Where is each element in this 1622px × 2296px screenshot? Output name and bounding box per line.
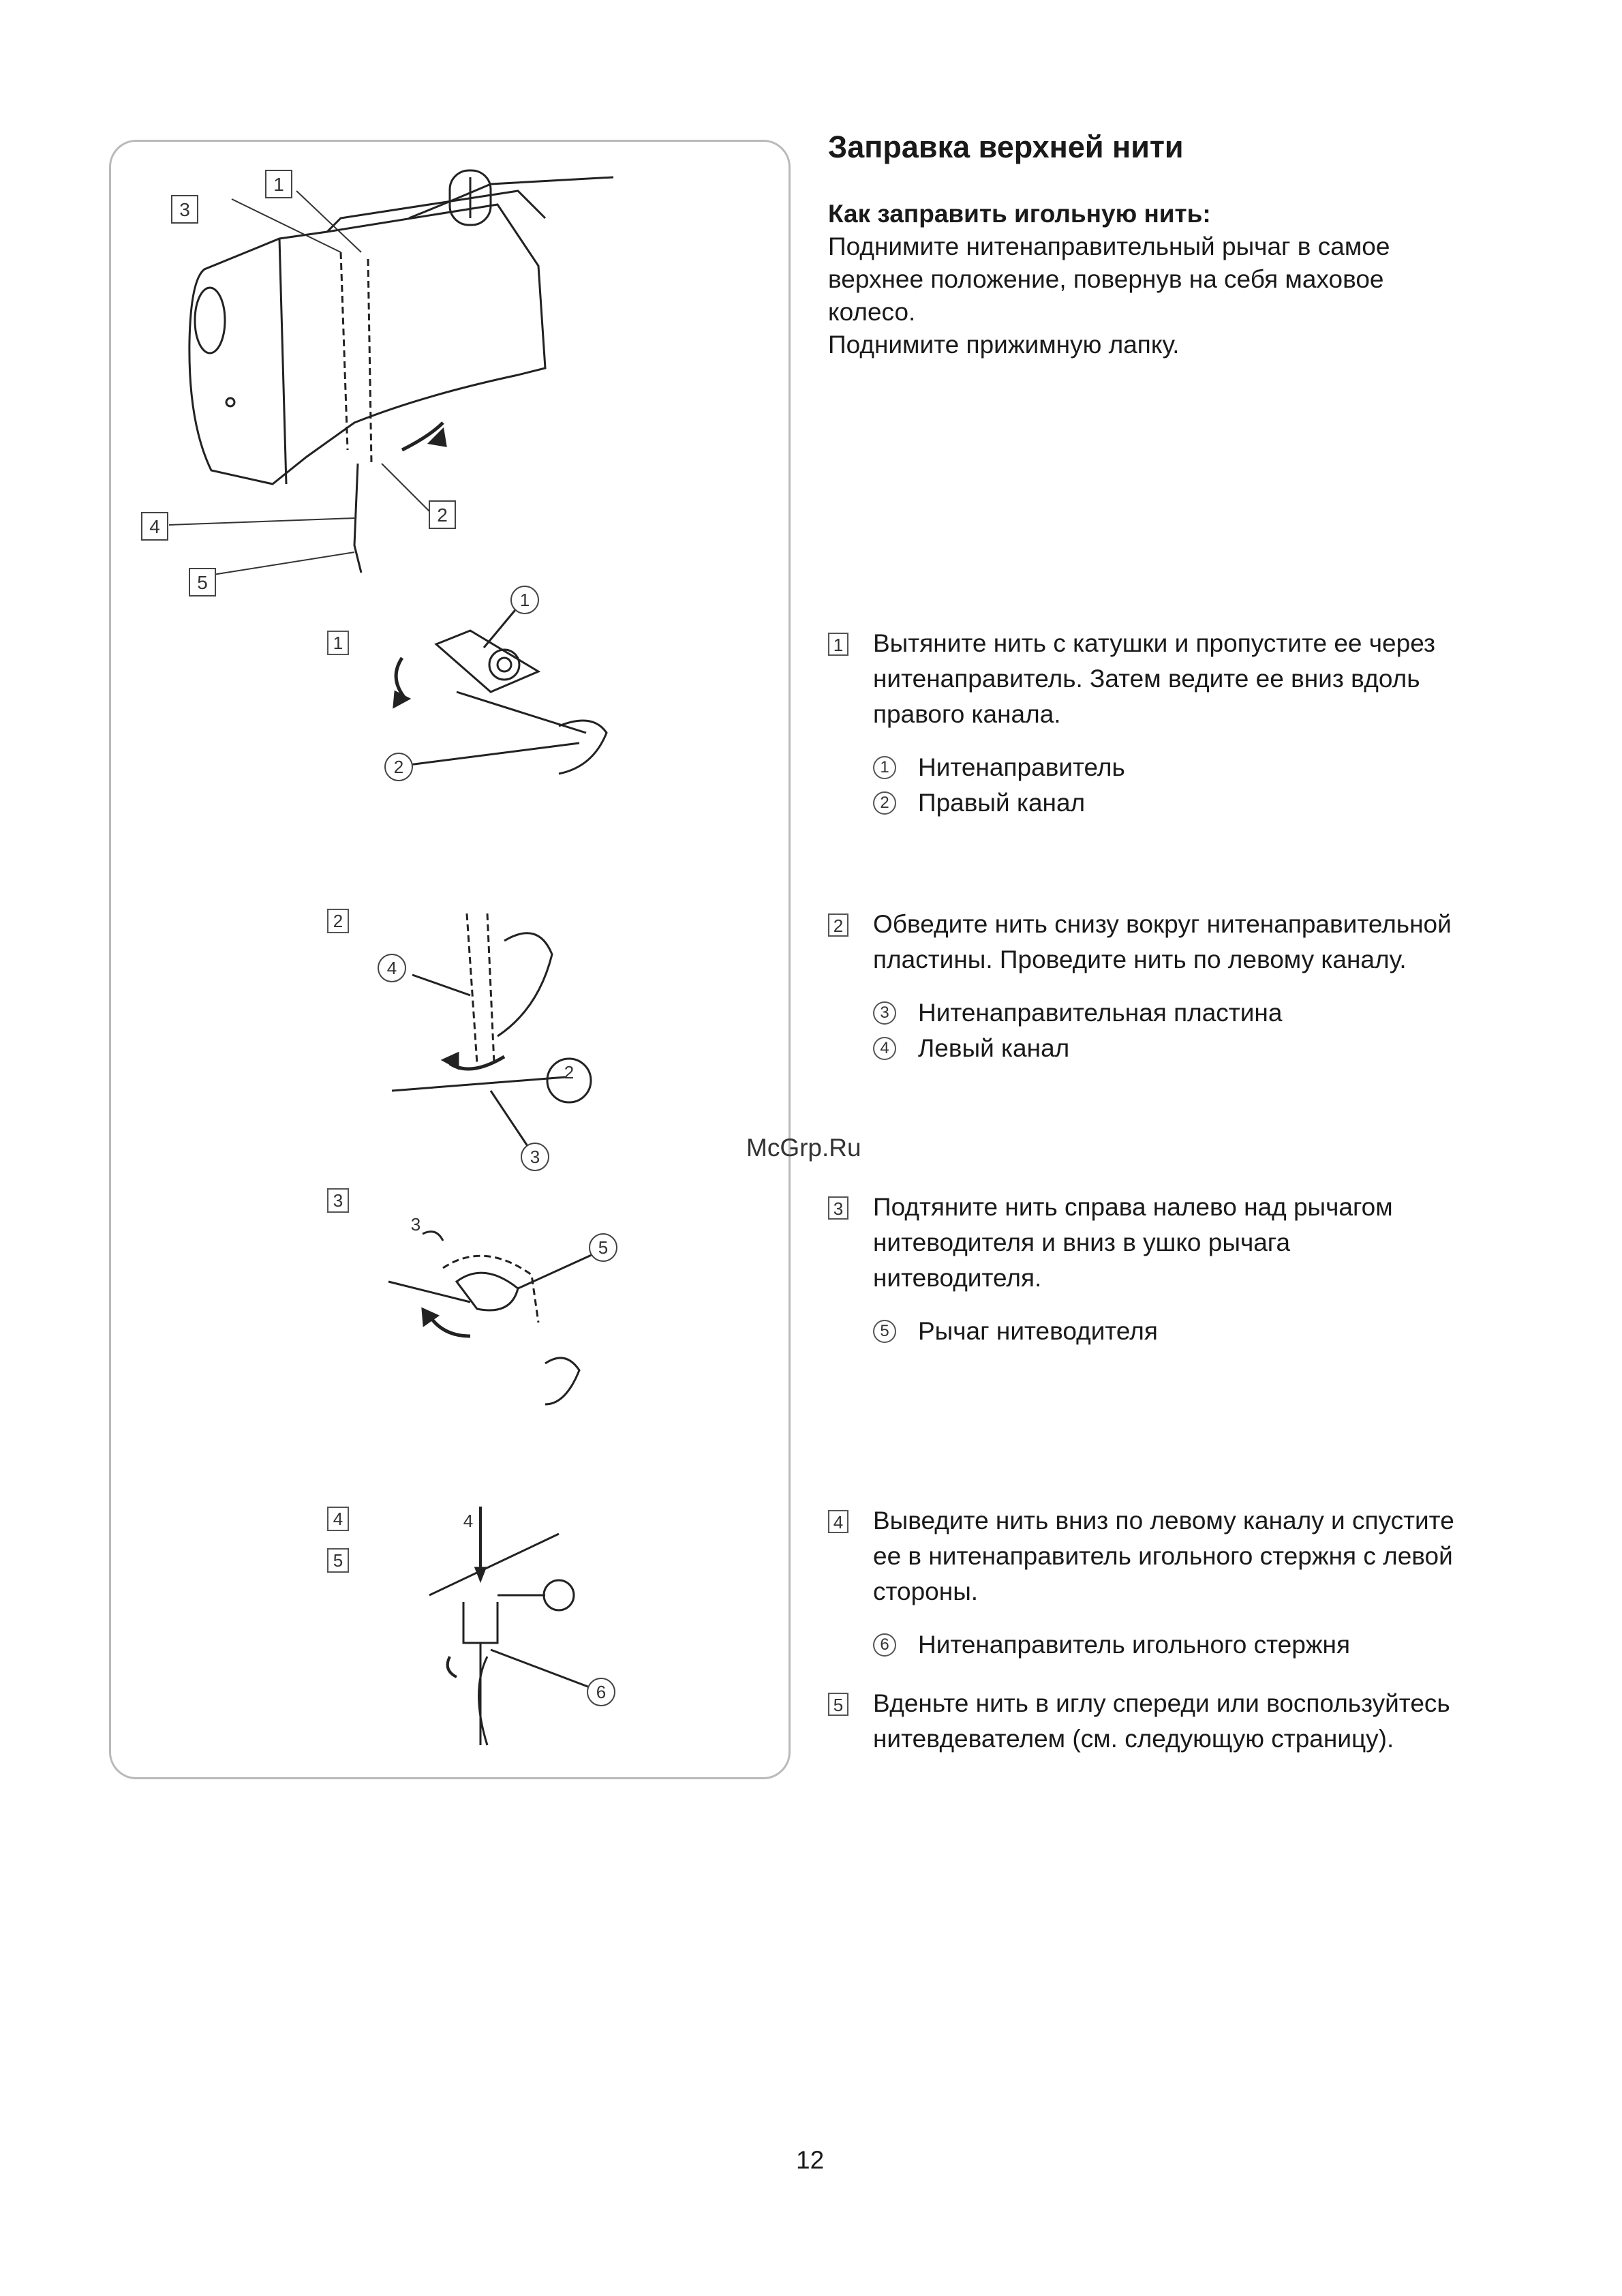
step-line: Подтяните нить справа налево над рычагом (873, 1193, 1393, 1221)
intro-subtitle: Как заправить игольную нить: (828, 200, 1211, 228)
step-number-box: 5 (828, 1693, 848, 1716)
part-number: 2 (873, 791, 896, 815)
step2-arrow-label: 2 (564, 1062, 575, 1083)
part-item (873, 785, 1544, 821)
step-3 (828, 1190, 1544, 1349)
step-5 (828, 1686, 1544, 1757)
step2-callout-3: 3 (530, 1147, 540, 1167)
step-line: Обведите нить снизу вокруг нитенаправительной (873, 910, 1452, 938)
step-number-box: 2 (828, 913, 848, 937)
step-line: Вденьте нить в иглу спереди или воспользуйтесь (873, 1689, 1450, 1717)
page-title: Заправка верхней нити (828, 130, 1184, 164)
main-callout-4: 4 (149, 516, 160, 537)
step-number-box: 3 (828, 1196, 848, 1220)
step45-arrow-label: 4 (463, 1511, 474, 1531)
step1-callout-1: 1 (519, 590, 530, 610)
part-item (873, 1314, 1544, 1349)
step-4 (828, 1503, 1544, 1663)
step45-callout-6: 6 (596, 1682, 607, 1702)
part-item (873, 1031, 1544, 1066)
part-label: Левый канал (918, 1034, 1070, 1062)
machine-body-outline (189, 205, 545, 484)
main-callout-3: 3 (179, 199, 190, 220)
main-callout-5: 5 (197, 572, 208, 593)
step45-figure-tag-4: 4 (327, 1507, 349, 1531)
watermark-text: McGrp.Ru (746, 1134, 861, 1162)
take-up-lever-icon (457, 1273, 518, 1310)
step-line: ее в нитенаправитель игольного стержня с левой (873, 1542, 1453, 1570)
page-number: 12 (796, 2146, 825, 2174)
step2-figure-tag: 2 (327, 909, 349, 933)
part-label: Правый канал (918, 789, 1086, 817)
step45-figure (423, 1500, 627, 1759)
step2-callout-4: 4 (386, 958, 397, 978)
part-number: 5 (873, 1320, 896, 1343)
step-line: нитеводителя и вниз в ушко рычага (873, 1228, 1291, 1256)
part-item (873, 1627, 1544, 1663)
part-number: 1 (873, 756, 896, 779)
part-label: Нитенаправительная пластина (918, 999, 1283, 1027)
intro-line: Поднимите прижимную лапку. (828, 331, 1180, 359)
step-line: нитенаправитель. Затем ведите ее вниз вдоль (873, 665, 1420, 693)
step-1 (828, 626, 1544, 821)
step1-callout-2: 2 (393, 757, 404, 777)
part-number: 4 (873, 1037, 896, 1060)
part-item (873, 750, 1544, 785)
thread-guide-icon (436, 631, 538, 692)
step2-figure (361, 900, 634, 1173)
step-line: стороны. (873, 1577, 979, 1605)
part-item (873, 995, 1544, 1031)
intro-line: колесо. (828, 298, 916, 326)
step45-figure-tag-5: 5 (327, 1548, 349, 1573)
intro-block (828, 198, 1544, 361)
step3-figure (382, 1200, 634, 1418)
step-2 (828, 907, 1544, 1066)
step-line: нитевдевателем (см. следующую страницу). (873, 1725, 1394, 1753)
step3-arrow-label: 3 (410, 1214, 421, 1235)
part-label: Нитенаправитель (918, 753, 1125, 781)
main-machine-figure (136, 164, 736, 614)
part-number: 3 (873, 1001, 896, 1025)
step-line: пластины. Проведите нить по левому каналу. (873, 946, 1407, 973)
handwheel-icon (195, 288, 225, 353)
step-line: правого канала. (873, 700, 1061, 728)
step1-figure-tag: 1 (327, 631, 349, 655)
main-callout-2: 2 (437, 504, 448, 526)
step-number-box: 4 (828, 1510, 848, 1533)
main-callout-1: 1 (273, 174, 284, 195)
step-line: Вытяните нить с катушки и пропустите ее через (873, 629, 1435, 657)
step3-figure-tag: 3 (327, 1188, 349, 1213)
step3-callout-5: 5 (598, 1237, 609, 1258)
step-number-box: 1 (828, 633, 848, 656)
step1-figure (320, 569, 647, 801)
part-label: Рычаг нитеводителя (918, 1317, 1158, 1345)
part-label: Нитенаправитель игольного стержня (918, 1631, 1350, 1659)
needle-bar-icon (463, 1602, 498, 1643)
part-number: 6 (873, 1633, 896, 1657)
step-line: нитеводителя. (873, 1264, 1042, 1292)
intro-line: верхнее положение, повернув на себя маховое (828, 265, 1384, 293)
intro-line: Поднимите нитенаправительный рычаг в самое (828, 232, 1390, 260)
step-line: Выведите нить вниз по левому каналу и спустите (873, 1507, 1454, 1535)
